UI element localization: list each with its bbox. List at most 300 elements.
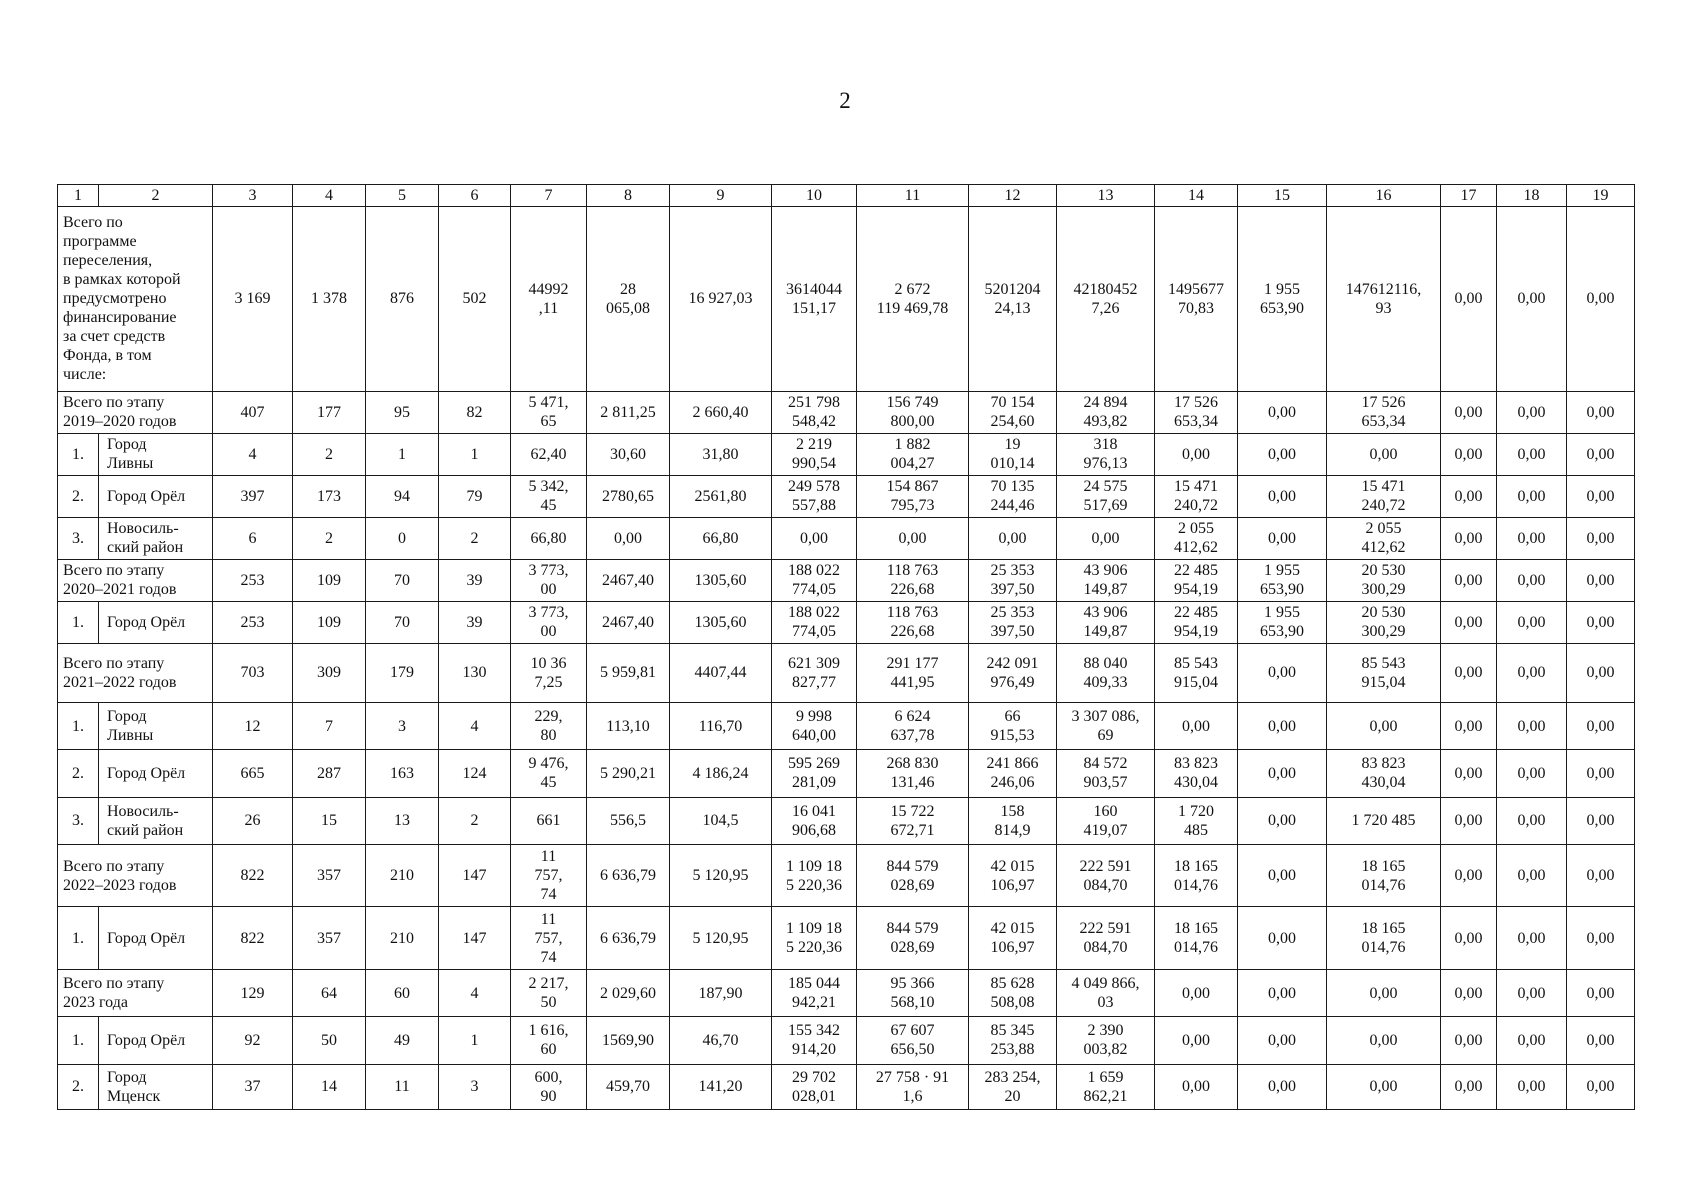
column-header: 15 — [1238, 185, 1327, 207]
value-cell: 118 763 226,68 — [857, 601, 969, 643]
value-cell: 0,00 — [1238, 969, 1327, 1016]
municipality-name: Новосиль- ский район — [99, 797, 213, 844]
value-cell: 0,00 — [1238, 475, 1327, 517]
value-cell: 0,00 — [1441, 1064, 1497, 1109]
value-cell: 12 — [213, 702, 293, 749]
total-row — [58, 559, 1635, 601]
value-cell: 0,00 — [1497, 433, 1567, 475]
value-cell: 210 — [366, 907, 439, 969]
row-number: 3. — [58, 797, 99, 844]
value-cell: 18 165 014,76 — [1155, 907, 1238, 969]
value-cell: 1 720 485 — [1327, 797, 1441, 844]
value-cell: 18 165 014,76 — [1155, 844, 1238, 906]
value-cell: 0,00 — [1441, 797, 1497, 844]
municipality-row — [58, 1017, 1635, 1064]
total-row — [58, 391, 1635, 433]
value-cell: 0,00 — [1441, 907, 1497, 969]
column-header: 11 — [857, 185, 969, 207]
value-cell: 283 254, 20 — [969, 1064, 1057, 1109]
row-number: 2. — [58, 475, 99, 517]
value-cell: 6 636,79 — [587, 844, 670, 906]
value-cell: 0,00 — [1238, 750, 1327, 797]
value-cell: 94 — [366, 475, 439, 517]
value-cell: 0,00 — [1567, 797, 1635, 844]
value-cell: 1569,90 — [587, 1017, 670, 1064]
value-cell: 22 485 954,19 — [1155, 559, 1238, 601]
value-cell: 1 720 485 — [1155, 797, 1238, 844]
value-cell: 39 — [439, 601, 511, 643]
value-cell: 0,00 — [1441, 517, 1497, 559]
value-cell: 3614044 151,17 — [772, 206, 857, 391]
value-cell: 15 471 240,72 — [1327, 475, 1441, 517]
value-cell: 66,80 — [670, 517, 772, 559]
page-number: 2 — [839, 88, 851, 113]
value-cell: 357 — [293, 907, 366, 969]
value-cell: 44992 ,11 — [511, 206, 587, 391]
value-cell: 17 526 653,34 — [1155, 391, 1238, 433]
value-cell: 66,80 — [511, 517, 587, 559]
row-number: 2. — [58, 750, 99, 797]
value-cell: 0,00 — [772, 517, 857, 559]
value-cell: 0,00 — [1238, 1017, 1327, 1064]
value-cell: 268 830 131,46 — [857, 750, 969, 797]
value-cell: 2 029,60 — [587, 969, 670, 1016]
municipality-row — [58, 702, 1635, 749]
value-cell: 5 959,81 — [587, 643, 670, 702]
municipality-row — [58, 433, 1635, 475]
value-cell: 1 — [439, 1017, 511, 1064]
column-header: 6 — [439, 185, 511, 207]
value-cell: 2467,40 — [587, 601, 670, 643]
column-header: 13 — [1057, 185, 1155, 207]
value-cell: 17 526 653,34 — [1327, 391, 1441, 433]
value-cell: 85 628 508,08 — [969, 969, 1057, 1016]
value-cell: 30,60 — [587, 433, 670, 475]
row-number: 1. — [58, 601, 99, 643]
value-cell: 2 055 412,62 — [1155, 517, 1238, 559]
value-cell: 0,00 — [1441, 391, 1497, 433]
value-cell: 0,00 — [1497, 391, 1567, 433]
value-cell: 2780,65 — [587, 475, 670, 517]
value-cell: 0,00 — [1441, 702, 1497, 749]
value-cell: 0,00 — [1567, 1017, 1635, 1064]
value-cell: 9 998 640,00 — [772, 702, 857, 749]
value-cell: 222 591 084,70 — [1057, 907, 1155, 969]
value-cell: 4 — [439, 702, 511, 749]
value-cell: 11 757, 74 — [511, 844, 587, 906]
value-cell: 66 915,53 — [969, 702, 1057, 749]
value-cell: 251 798 548,42 — [772, 391, 857, 433]
value-cell: 29 702 028,01 — [772, 1064, 857, 1109]
value-cell: 0,00 — [1155, 1064, 1238, 1109]
value-cell: 0,00 — [1441, 559, 1497, 601]
value-cell: 0,00 — [1155, 702, 1238, 749]
value-cell: 0,00 — [1327, 433, 1441, 475]
column-header: 17 — [1441, 185, 1497, 207]
value-cell: 0,00 — [1327, 1017, 1441, 1064]
value-cell: 556,5 — [587, 797, 670, 844]
value-cell: 49 — [366, 1017, 439, 1064]
value-cell: 50 — [293, 1017, 366, 1064]
value-cell: 1 616, 60 — [511, 1017, 587, 1064]
value-cell: 95 — [366, 391, 439, 433]
value-cell: 31,80 — [670, 433, 772, 475]
value-cell: 291 177 441,95 — [857, 643, 969, 702]
municipality-name: Город Орёл — [99, 475, 213, 517]
value-cell: 1 659 862,21 — [1057, 1064, 1155, 1109]
municipality-row — [58, 797, 1635, 844]
value-cell: 20 530 300,29 — [1327, 559, 1441, 601]
value-cell: 179 — [366, 643, 439, 702]
value-cell: 18 165 014,76 — [1327, 844, 1441, 906]
value-cell: 0,00 — [1567, 391, 1635, 433]
value-cell: 0,00 — [587, 517, 670, 559]
value-cell: 0,00 — [1567, 559, 1635, 601]
value-cell: 0,00 — [1567, 750, 1635, 797]
value-cell: 147 — [439, 844, 511, 906]
value-cell: 1 882 004,27 — [857, 433, 969, 475]
value-cell: 0,00 — [1497, 475, 1567, 517]
value-cell: 4 — [213, 433, 293, 475]
value-cell: 0,00 — [1497, 797, 1567, 844]
municipality-name: Город Ливны — [99, 702, 213, 749]
municipality-name: Город Мценск — [99, 1064, 213, 1109]
value-cell: 11 757, 74 — [511, 907, 587, 969]
value-cell: 210 — [366, 844, 439, 906]
row-number: 1. — [58, 433, 99, 475]
municipality-row — [58, 907, 1635, 969]
value-cell: 0,00 — [1497, 601, 1567, 643]
value-cell: 46,70 — [670, 1017, 772, 1064]
value-cell: 3 307 086, 69 — [1057, 702, 1155, 749]
value-cell: 6 — [213, 517, 293, 559]
value-cell: 0,00 — [1567, 702, 1635, 749]
value-cell: 188 022 774,05 — [772, 559, 857, 601]
value-cell: 85 543 915,04 — [1155, 643, 1238, 702]
value-cell: 3 773, 00 — [511, 601, 587, 643]
value-cell: 665 — [213, 750, 293, 797]
value-cell: 0,00 — [1497, 559, 1567, 601]
municipality-name: Новосиль- ский район — [99, 517, 213, 559]
value-cell: 0,00 — [1441, 969, 1497, 1016]
value-cell: 1 109 18 5 220,36 — [772, 907, 857, 969]
total-label: Всего по этапу 2020–2021 годов — [58, 559, 213, 601]
value-cell: 14 — [293, 1064, 366, 1109]
value-cell: 2 — [293, 517, 366, 559]
value-cell: 10 36 7,25 — [511, 643, 587, 702]
value-cell: 4 186,24 — [670, 750, 772, 797]
value-cell: 595 269 281,09 — [772, 750, 857, 797]
value-cell: 37 — [213, 1064, 293, 1109]
value-cell: 844 579 028,69 — [857, 844, 969, 906]
value-cell: 1 — [366, 433, 439, 475]
value-cell: 242 091 976,49 — [969, 643, 1057, 702]
value-cell: 15 471 240,72 — [1155, 475, 1238, 517]
value-cell: 0,00 — [1238, 844, 1327, 906]
total-label: Всего по этапу 2023 года — [58, 969, 213, 1016]
municipality-name: Город Орёл — [99, 750, 213, 797]
value-cell: 116,70 — [670, 702, 772, 749]
value-cell: 85 345 253,88 — [969, 1017, 1057, 1064]
value-cell: 0,00 — [1441, 601, 1497, 643]
value-cell: 24 575 517,69 — [1057, 475, 1155, 517]
value-cell: 2 055 412,62 — [1327, 517, 1441, 559]
value-cell: 2467,40 — [587, 559, 670, 601]
row-number: 2. — [58, 1064, 99, 1109]
value-cell: 1495677 70,83 — [1155, 206, 1238, 391]
value-cell: 62,40 — [511, 433, 587, 475]
value-cell: 0,00 — [1567, 206, 1635, 391]
row-number: 3. — [58, 517, 99, 559]
column-header: 5 — [366, 185, 439, 207]
value-cell: 5201204 24,13 — [969, 206, 1057, 391]
value-cell: 147 — [439, 907, 511, 969]
value-cell: 129 — [213, 969, 293, 1016]
value-cell: 2 672 119 469,78 — [857, 206, 969, 391]
column-header: 3 — [213, 185, 293, 207]
value-cell: 0,00 — [1238, 797, 1327, 844]
value-cell: 0,00 — [1238, 907, 1327, 969]
value-cell: 39 — [439, 559, 511, 601]
value-cell: 5 342, 45 — [511, 475, 587, 517]
value-cell: 876 — [366, 206, 439, 391]
value-cell: 104,5 — [670, 797, 772, 844]
header-row — [58, 185, 1635, 207]
value-cell: 0,00 — [1497, 643, 1567, 702]
value-cell: 0,00 — [1497, 702, 1567, 749]
total-row — [58, 206, 1635, 391]
value-cell: 0,00 — [1497, 1064, 1567, 1109]
value-cell: 249 578 557,88 — [772, 475, 857, 517]
value-cell: 84 572 903,57 — [1057, 750, 1155, 797]
value-cell: 64 — [293, 969, 366, 1016]
value-cell: 187,90 — [670, 969, 772, 1016]
value-cell: 0,00 — [1441, 433, 1497, 475]
column-header: 7 — [511, 185, 587, 207]
total-label: Всего по этапу 2022–2023 годов — [58, 844, 213, 906]
value-cell: 0,00 — [1497, 1017, 1567, 1064]
total-label: Всего по этапу 2021–2022 годов — [58, 643, 213, 702]
value-cell: 661 — [511, 797, 587, 844]
value-cell: 11 — [366, 1064, 439, 1109]
value-cell: 141,20 — [670, 1064, 772, 1109]
value-cell: 703 — [213, 643, 293, 702]
value-cell: 5 290,21 — [587, 750, 670, 797]
value-cell: 0,00 — [1497, 206, 1567, 391]
value-cell: 0,00 — [1567, 1064, 1635, 1109]
value-cell: 43 906 149,87 — [1057, 601, 1155, 643]
value-cell: 0,00 — [1155, 1017, 1238, 1064]
value-cell: 15 — [293, 797, 366, 844]
value-cell: 85 543 915,04 — [1327, 643, 1441, 702]
municipality-row — [58, 517, 1635, 559]
value-cell: 0,00 — [1057, 517, 1155, 559]
value-cell: 600, 90 — [511, 1064, 587, 1109]
value-cell: 158 814,9 — [969, 797, 1057, 844]
value-cell: 1305,60 — [670, 559, 772, 601]
value-cell: 42180452 7,26 — [1057, 206, 1155, 391]
value-cell: 5 120,95 — [670, 844, 772, 906]
value-cell: 2 390 003,82 — [1057, 1017, 1155, 1064]
value-cell: 3 — [439, 1064, 511, 1109]
value-cell: 60 — [366, 969, 439, 1016]
column-header: 8 — [587, 185, 670, 207]
value-cell: 26 — [213, 797, 293, 844]
value-cell: 0,00 — [1441, 844, 1497, 906]
municipality-name: Город Ливны — [99, 433, 213, 475]
value-cell: 2 — [293, 433, 366, 475]
value-cell: 118 763 226,68 — [857, 559, 969, 601]
value-cell: 156 749 800,00 — [857, 391, 969, 433]
value-cell: 24 894 493,82 — [1057, 391, 1155, 433]
value-cell: 0,00 — [1567, 844, 1635, 906]
value-cell: 822 — [213, 844, 293, 906]
value-cell: 2 219 990,54 — [772, 433, 857, 475]
value-cell: 357 — [293, 844, 366, 906]
municipality-name: Город Орёл — [99, 601, 213, 643]
value-cell: 229, 80 — [511, 702, 587, 749]
row-number: 1. — [58, 907, 99, 969]
column-header: 18 — [1497, 185, 1567, 207]
value-cell: 0,00 — [1497, 750, 1567, 797]
value-cell: 7 — [293, 702, 366, 749]
value-cell: 0,00 — [1155, 969, 1238, 1016]
value-cell: 95 366 568,10 — [857, 969, 969, 1016]
column-header: 9 — [670, 185, 772, 207]
value-cell: 42 015 106,97 — [969, 907, 1057, 969]
value-cell: 502 — [439, 206, 511, 391]
value-cell: 70 135 244,46 — [969, 475, 1057, 517]
value-cell: 0,00 — [1327, 969, 1441, 1016]
value-cell: 15 722 672,71 — [857, 797, 969, 844]
value-cell: 16 041 906,68 — [772, 797, 857, 844]
value-cell: 0,00 — [1497, 969, 1567, 1016]
value-cell: 67 607 656,50 — [857, 1017, 969, 1064]
value-cell: 0,00 — [1441, 643, 1497, 702]
value-cell: 88 040 409,33 — [1057, 643, 1155, 702]
value-cell: 287 — [293, 750, 366, 797]
value-cell: 22 485 954,19 — [1155, 601, 1238, 643]
value-cell: 0,00 — [1327, 702, 1441, 749]
value-cell: 109 — [293, 601, 366, 643]
value-cell: 0,00 — [1497, 907, 1567, 969]
value-cell: 253 — [213, 559, 293, 601]
value-cell: 0,00 — [1238, 1064, 1327, 1109]
value-cell: 1305,60 — [670, 601, 772, 643]
value-cell: 1 955 653,90 — [1238, 559, 1327, 601]
value-cell: 83 823 430,04 — [1327, 750, 1441, 797]
value-cell: 0,00 — [1441, 206, 1497, 391]
value-cell: 222 591 084,70 — [1057, 844, 1155, 906]
column-header: 2 — [99, 185, 213, 207]
funding-table — [57, 184, 1635, 1110]
value-cell: 147612116, 93 — [1327, 206, 1441, 391]
value-cell: 188 022 774,05 — [772, 601, 857, 643]
value-cell: 241 866 246,06 — [969, 750, 1057, 797]
column-header: 14 — [1155, 185, 1238, 207]
value-cell: 318 976,13 — [1057, 433, 1155, 475]
municipality-row — [58, 475, 1635, 517]
value-cell: 0,00 — [1567, 643, 1635, 702]
value-cell: 0,00 — [1238, 517, 1327, 559]
value-cell: 1 — [439, 433, 511, 475]
value-cell: 113,10 — [587, 702, 670, 749]
municipality-row — [58, 1064, 1635, 1109]
value-cell: 4 — [439, 969, 511, 1016]
municipality-name: Город Орёл — [99, 907, 213, 969]
value-cell: 0,00 — [1567, 517, 1635, 559]
value-cell: 70 — [366, 559, 439, 601]
column-header: 1 — [58, 185, 99, 207]
total-label: Всего по этапу 2019–2020 годов — [58, 391, 213, 433]
value-cell: 6 624 637,78 — [857, 702, 969, 749]
value-cell: 397 — [213, 475, 293, 517]
value-cell: 27 758 · 91 1,6 — [857, 1064, 969, 1109]
value-cell: 407 — [213, 391, 293, 433]
value-cell: 185 044 942,21 — [772, 969, 857, 1016]
value-cell: 844 579 028,69 — [857, 907, 969, 969]
value-cell: 70 — [366, 601, 439, 643]
municipality-row — [58, 601, 1635, 643]
value-cell: 0,00 — [1497, 844, 1567, 906]
value-cell: 1 955 653,90 — [1238, 206, 1327, 391]
value-cell: 0,00 — [969, 517, 1057, 559]
value-cell: 25 353 397,50 — [969, 601, 1057, 643]
value-cell: 2 — [439, 797, 511, 844]
value-cell: 309 — [293, 643, 366, 702]
value-cell: 2 217, 50 — [511, 969, 587, 1016]
table-body — [58, 185, 1635, 1110]
value-cell: 0,00 — [1567, 969, 1635, 1016]
value-cell: 0,00 — [1155, 433, 1238, 475]
value-cell: 0 — [366, 517, 439, 559]
value-cell: 3 — [366, 702, 439, 749]
value-cell: 253 — [213, 601, 293, 643]
value-cell: 163 — [366, 750, 439, 797]
total-row — [58, 643, 1635, 702]
value-cell: 0,00 — [1327, 1064, 1441, 1109]
total-row — [58, 844, 1635, 906]
value-cell: 5 471, 65 — [511, 391, 587, 433]
value-cell: 1 378 — [293, 206, 366, 391]
value-cell: 92 — [213, 1017, 293, 1064]
total-row — [58, 969, 1635, 1016]
value-cell: 0,00 — [1497, 517, 1567, 559]
value-cell: 0,00 — [1567, 601, 1635, 643]
value-cell: 1 109 18 5 220,36 — [772, 844, 857, 906]
value-cell: 155 342 914,20 — [772, 1017, 857, 1064]
value-cell: 0,00 — [1238, 433, 1327, 475]
value-cell: 2 — [439, 517, 511, 559]
value-cell: 25 353 397,50 — [969, 559, 1057, 601]
value-cell: 82 — [439, 391, 511, 433]
value-cell: 28 065,08 — [587, 206, 670, 391]
value-cell: 4407,44 — [670, 643, 772, 702]
row-number: 1. — [58, 702, 99, 749]
value-cell: 459,70 — [587, 1064, 670, 1109]
value-cell: 177 — [293, 391, 366, 433]
value-cell: 3 773, 00 — [511, 559, 587, 601]
column-header: 19 — [1567, 185, 1635, 207]
municipality-row — [58, 750, 1635, 797]
value-cell: 13 — [366, 797, 439, 844]
value-cell: 79 — [439, 475, 511, 517]
value-cell: 1 955 653,90 — [1238, 601, 1327, 643]
value-cell: 0,00 — [857, 517, 969, 559]
value-cell: 3 169 — [213, 206, 293, 391]
value-cell: 18 165 014,76 — [1327, 907, 1441, 969]
column-header: 10 — [772, 185, 857, 207]
